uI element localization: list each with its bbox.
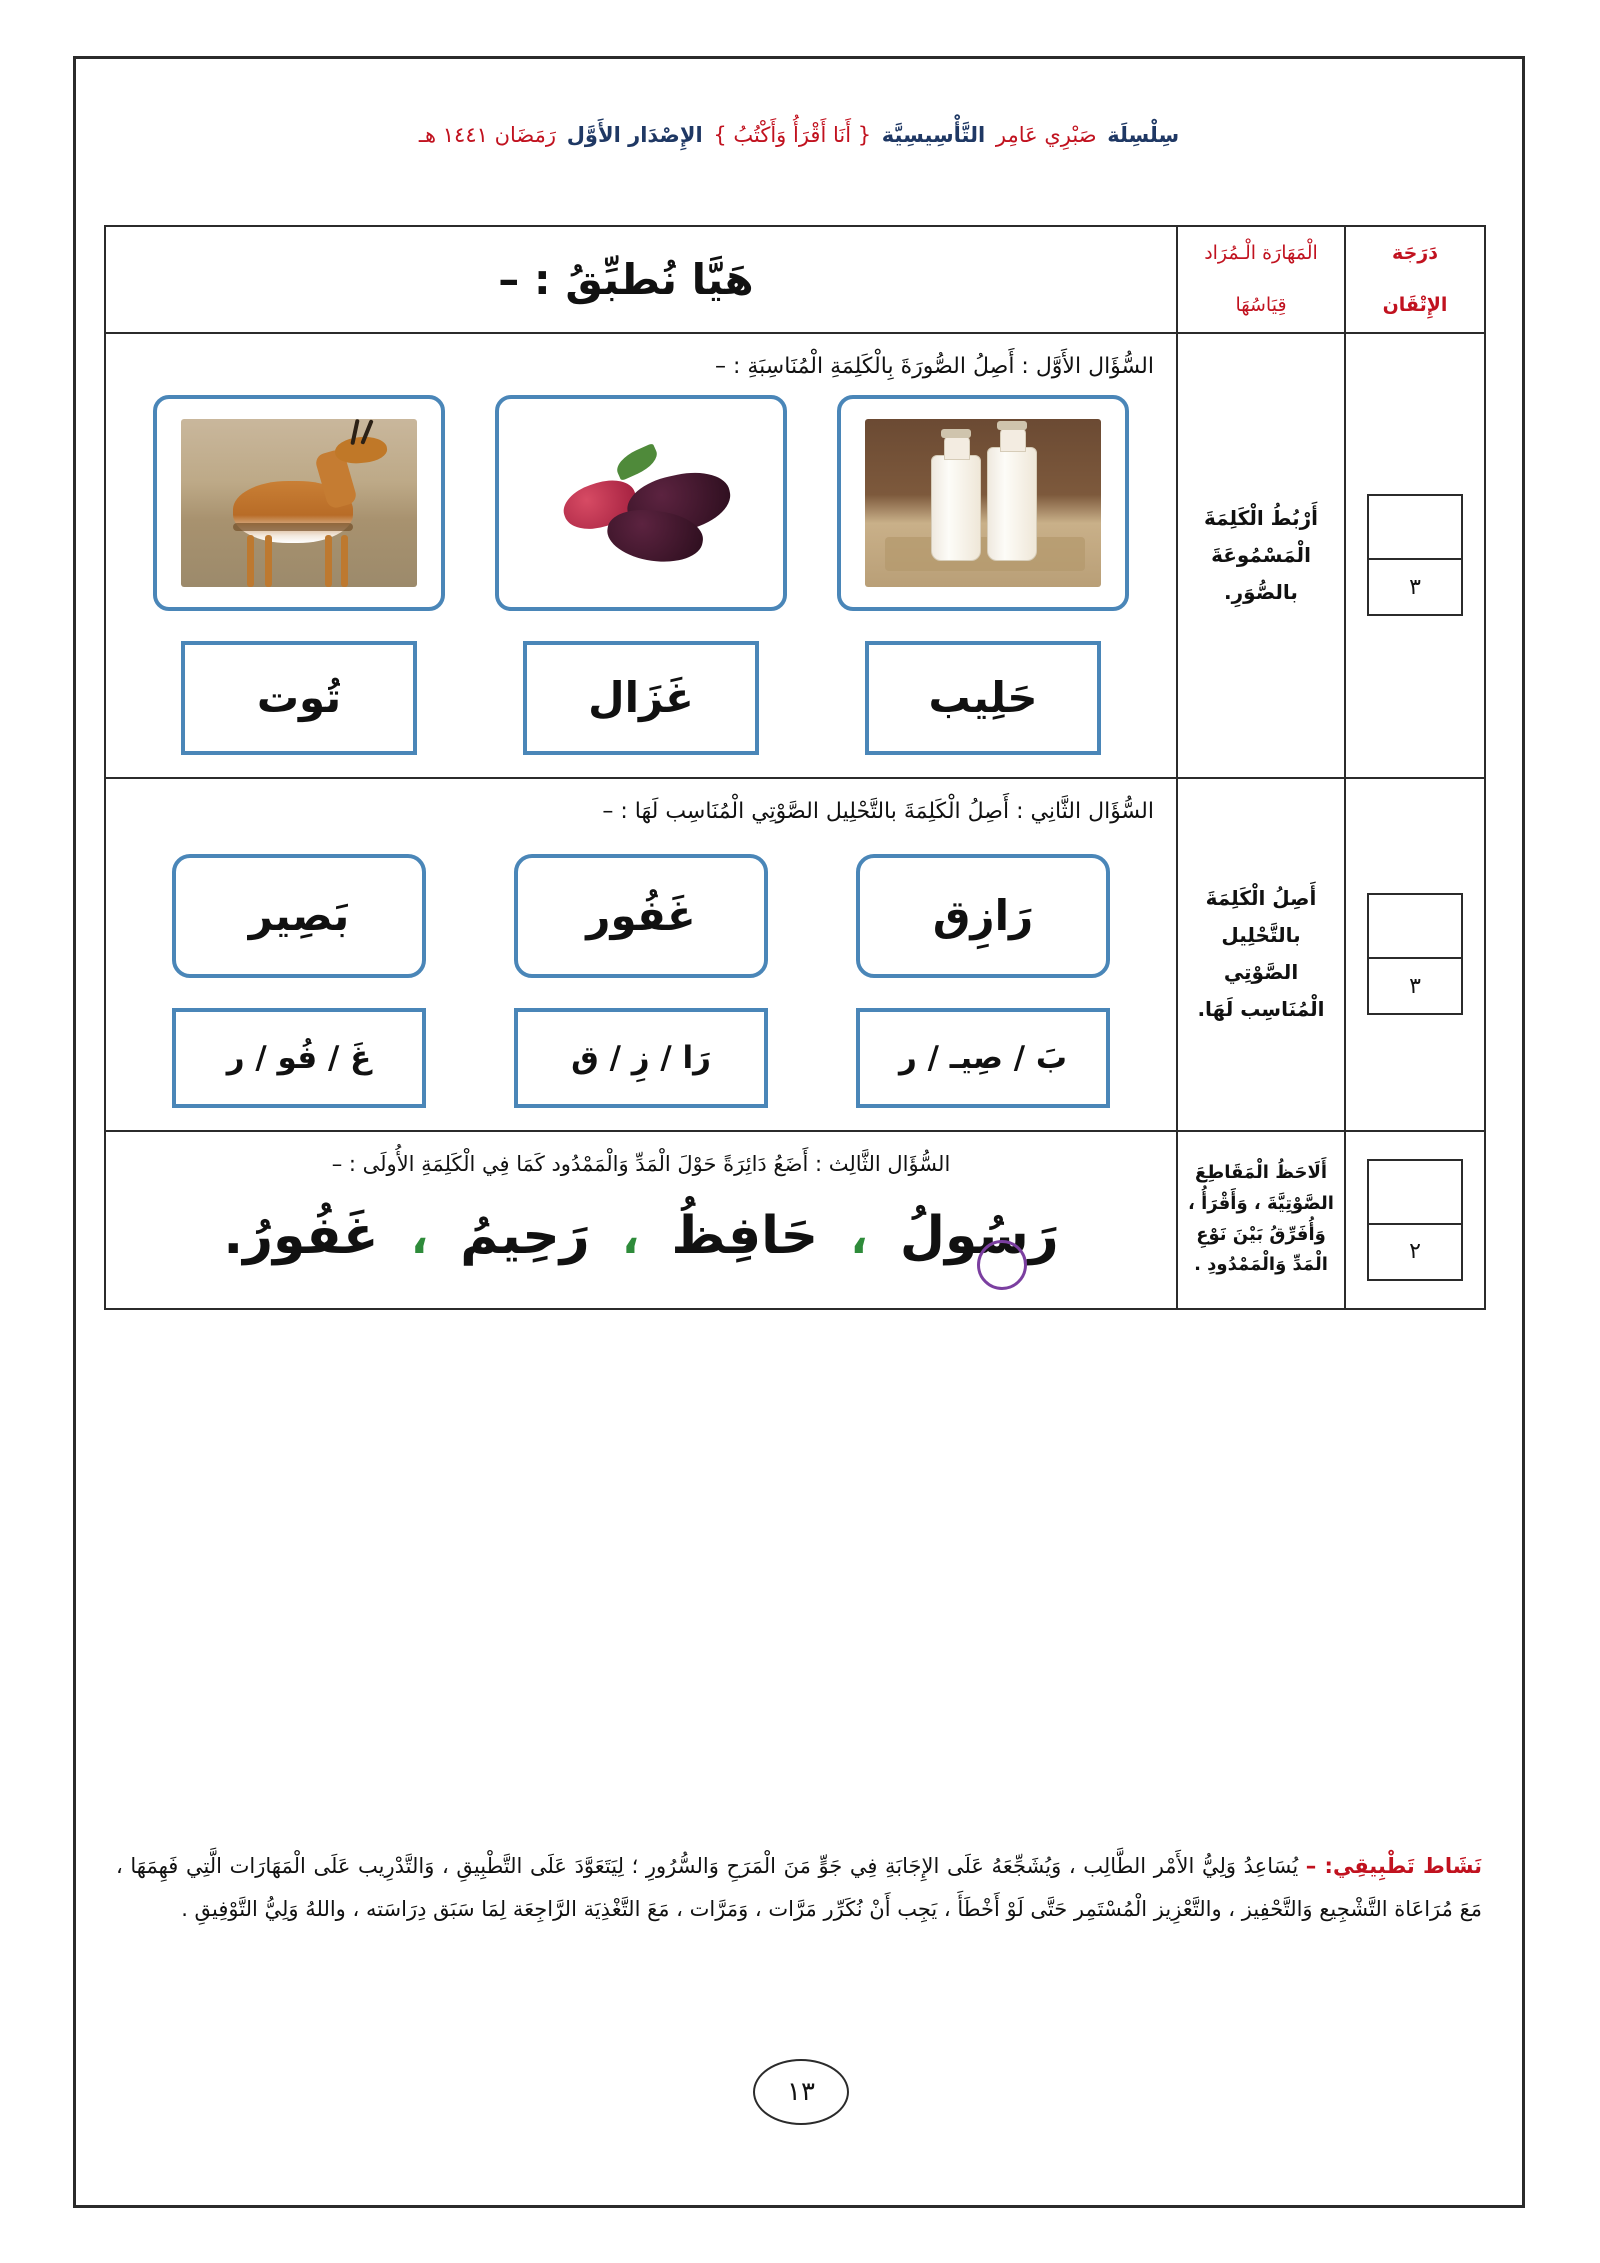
task-content-q1 [106,334,1176,777]
page-number: ١٣ [753,2059,849,2125]
picture-frame-gazelle[interactable] [153,395,445,611]
word-box-q2-2[interactable]: غَفُور [514,854,768,978]
header-edition: الإِصْدَار الأَوَّل [566,123,703,147]
header-score-line2: الإِتْقَان [1382,294,1448,317]
score-cell-q3 [1345,1131,1485,1309]
picture-frame-mulberry[interactable] [495,395,787,611]
skill-q2-line3: الصَّوْتِي [1223,960,1299,985]
header-skill-line1: الْمَهَارَة الْـمُرَاد [1204,242,1318,264]
skill-q1-line1: أَرْبُطُ الْكَلِمَةَ [1204,505,1318,530]
score-cell-q2 [1345,778,1485,1131]
sentence-word-3[interactable]: رَحِيمُ [460,1205,590,1266]
picture-row-q1 [128,395,1154,611]
skill-q3-line4: الْمَدِّ وَالْمَمْدُودِ . [1194,1254,1328,1276]
skill-q3-line1: أَلَاحَظُ الْمَقَاطِعَ [1194,1162,1328,1184]
sentence-word-2[interactable]: حَافِظُ [671,1205,819,1266]
score-input-box-q1[interactable] [1367,494,1463,558]
analysis-row-q2 [128,1008,1154,1108]
skill-cell-q2 [1177,778,1345,1131]
score-wrapper-q2 [1346,885,1484,1023]
picture-frame-milk[interactable] [837,395,1129,611]
worksheet-title: هَيَّا نُطبِّقُ : – [498,254,754,304]
header-book-title: { أَنَا أَقْرَأُ وَأَكْتُبُ } [713,123,872,147]
question-text-1: السُّؤَال الأَوَّل : أَصِلُ الصُّورَةَ بِالْكَلِمَةِ الْمُنَاسِبَةِ : – [714,353,1154,379]
skill-cell-q1 [1177,333,1345,778]
header-cell-score [1345,226,1485,333]
skill-q2-line1: أَصِلُ الْكَلِمَةَ [1205,886,1317,911]
skill-q2-line4: الْمُنَاسِب لَهَا. [1197,997,1325,1022]
score-input-box-q2[interactable] [1367,893,1463,957]
header-series: سِلْسِلَة [1107,123,1180,147]
word-box-q2-1[interactable]: بَصِير [172,854,426,978]
analysis-box-q2-3[interactable]: بَ / صِيـ / ر [856,1008,1110,1108]
analysis-box-q2-2[interactable]: رَا / زِ / ق [514,1008,768,1108]
header-cell-skill [1177,226,1345,333]
score-max-q3: ٢ [1367,1223,1463,1281]
gazelle-photo [181,419,417,587]
word-box-q2-3[interactable]: رَازِق [856,854,1110,978]
skill-q3-line2: الصَّوْتِيَّةَ ، وَأَقْرَأُ ، [1188,1193,1334,1214]
skill-text-q3 [1178,1144,1344,1294]
word-box-q1-2[interactable]: غَزَال [523,641,759,755]
word-box-q1-1[interactable]: تُوت [181,641,417,755]
header-author: صَبْرِي عَامِر [995,123,1097,147]
skill-text-q1 [1178,486,1344,625]
analysis-box-q2-1[interactable]: غَ / فُو / ر [172,1008,426,1108]
question-text-2: السُّؤَال الثَّانِي : أَصِلُ الْكَلِمَةَ بالتَّحْلِيل الصَّوْتِي الْمُنَاسِب لَهَا : – [602,798,1154,824]
skill-q3-line3: وَأُفَرِّقُ بَيْنَ نَوْعِ [1196,1223,1326,1245]
score-input-box-q3[interactable] [1367,1159,1463,1223]
table-row-question-3 [105,1131,1485,1309]
task-cell-q3 [105,1131,1177,1309]
word-row-q1 [128,641,1154,755]
score-wrapper-q3 [1346,1151,1484,1289]
skill-cell-q3 [1177,1131,1345,1309]
table-header-row [105,226,1485,333]
page-header-banner [76,121,1522,150]
question-text-3: السُّؤَال الثَّالِث : أَضَعُ دَائِرَةً حَوْلَ الْمَدِّ وَالْمَمْدُود كَمَا فِي الْكَلِمَةِ الأُولَى : – [331,1151,951,1176]
header-skill-line2: قِيَاسُهَا [1235,294,1287,317]
header-cell-task [105,226,1177,333]
word-box-q1-3[interactable]: حَلِيب [865,641,1101,755]
note-label: نَشَاط تَطْبِيقِي: – [1305,1854,1482,1878]
sentence-separator-3: ، [410,1209,429,1264]
note-text: يُسَاعِدُ وَلِيُّ الأَمْر الطَّالِب ، وَيُشَجِّعَهُ عَلَى الإِجَابَةِ فِي جَوٍّ مَنَ الْمَرَحِ وَالسُّرُورِ ؛ لِيَتَعَوَّدَ عَلَى التَّطْبِيقِ ، وَالتَّدْرِيب عَلَى الْمَهَارَات الَّتِي فَهِمَهَا ، مَعَ مُرَاعَاة التَّشْجِيع وَالتَّحْفِيز ، والتَّعْزِيز الْمُسْتَمِر حَتَّى لَوْ أَخْطَأَ ، يَجِب أَنْ نُكَرِّر مَرَّات ، وَمَرَّات ، مَعَ التَّغْذِيَة الرَّاجِعَة لِمَا سَبَق دِرَاسَته ، واللهُ وَلِيُّ التَّوْفِيقِ . [116,1854,1482,1922]
task-cell-q1 [105,333,1177,778]
score-cell-q1 [1345,333,1485,778]
worksheet-table [104,225,1486,1310]
sentence-separator-1: ، [850,1209,868,1264]
score-max-q1: ٣ [1367,558,1463,616]
sentence-word-4[interactable]: غَفُورُ. [223,1205,379,1266]
sentence-word-1[interactable] [900,1206,1059,1266]
score-max-q2: ٣ [1367,957,1463,1015]
header-score-line1: دَرَجَة [1392,242,1438,264]
word-row-q2 [128,854,1154,978]
sentence-separator-2: ، [621,1209,640,1264]
skill-q1-line3: بالصُّوَرِ. [1224,579,1298,604]
sentence-strip-q3 [128,1192,1154,1286]
mulberry-photo [523,419,759,587]
circle-annotation-icon [977,1240,1027,1290]
page-inner [76,59,1522,2205]
task-content-q2 [106,779,1176,1130]
header-type: التَّأْسِيسِيَّة [881,123,986,147]
table-row-question-1 [105,333,1485,778]
header-date: رَمَضَان ١٤٤١ هـ [418,123,556,147]
skill-q2-line2: بالتَّحْلِيل [1221,923,1301,948]
score-wrapper-q1 [1346,486,1484,624]
task-content-q3 [106,1132,1176,1308]
milk-bottles-photo [865,419,1101,587]
sentence-word-1-text: رَسُولُ [899,1205,1059,1266]
skill-text-q2 [1178,866,1344,1042]
applied-activity-note [116,1845,1482,1931]
skill-q1-line2: الْمَسْمُوعَةَ [1211,542,1311,567]
worksheet-page [73,56,1525,2208]
table-row-question-2 [105,778,1485,1131]
task-cell-q2 [105,778,1177,1131]
